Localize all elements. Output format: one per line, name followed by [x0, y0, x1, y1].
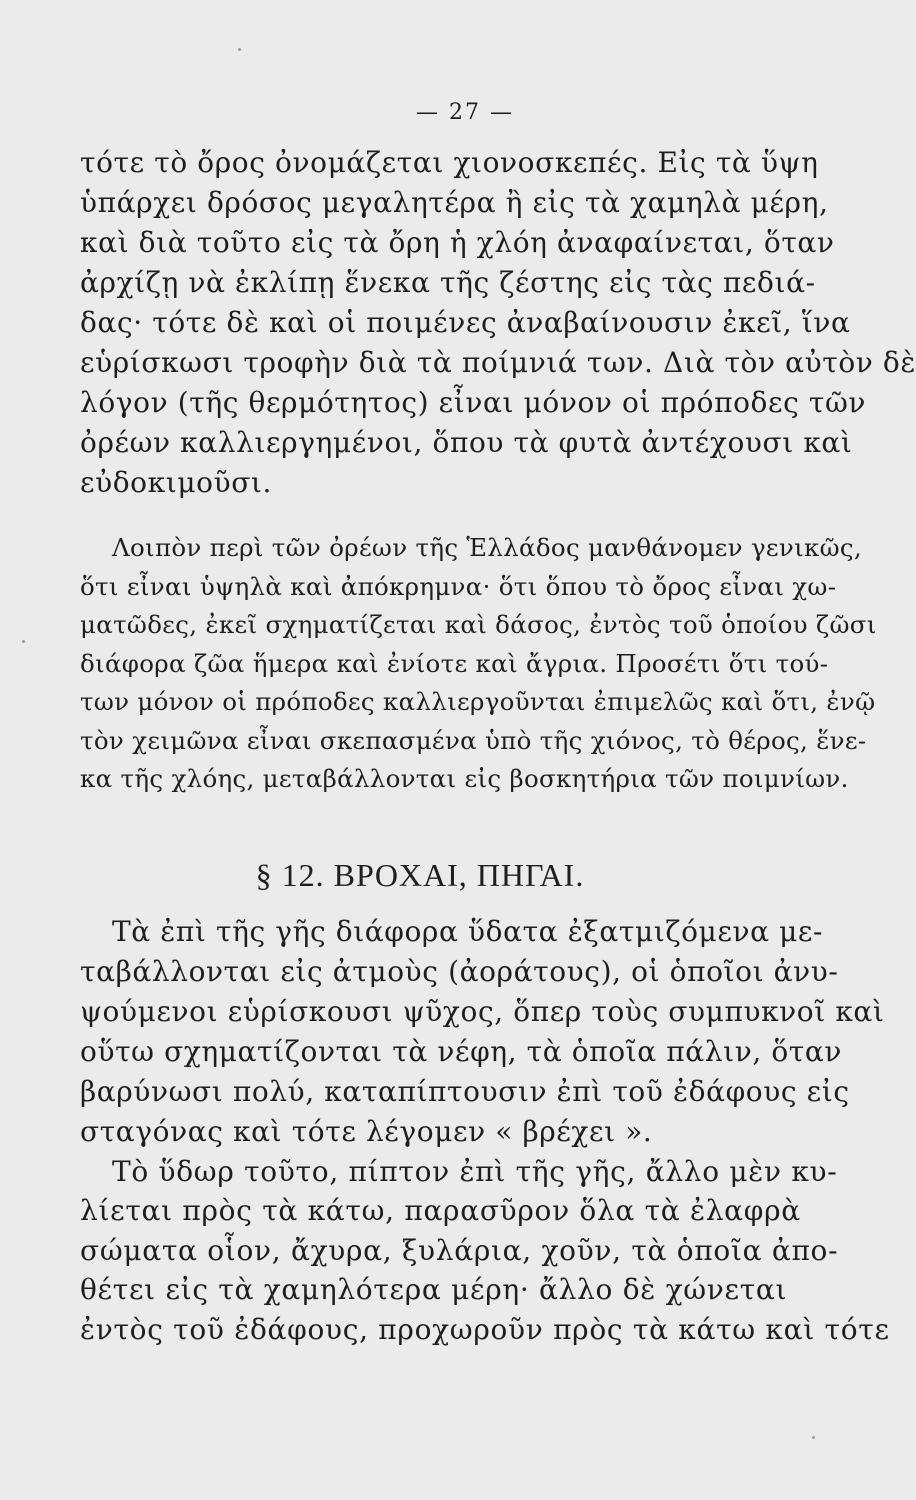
text-line: ὅτι εἶναι ὑψηλὰ καὶ ἀπόκρημνα· ὅτι ὅπου τὸ ὄρος εἶναι χω-: [80, 571, 837, 601]
paragraph-3: [80, 912, 885, 1152]
page-number: — 27 —: [416, 100, 514, 125]
text-line: λόγον (τῆς θερμότητος) εἶναι μόνον οἱ πρόποδες τῶν: [80, 386, 867, 419]
text-line: οὕτω σχηματίζονται τὰ νέφη, τὰ ὁποῖα πάλιν, ὅταν: [80, 1034, 843, 1068]
paper-speck: [22, 640, 25, 643]
text-line: ἀρχίζῃ νὰ ἐκλίπῃ ἕνεκα τῆς ζέστης εἰς τὰς πεδιά-: [80, 266, 816, 299]
text-line: ψούμενοι εὑρίσκουσι ψῦχος, ὅπερ τοὺς συμπυκνοῖ καὶ: [80, 994, 885, 1028]
text-line: εὑρίσκωσι τροφὴν διὰ τὰ ποίμνιά των. Διὰ τὸν αὐτὸν δὲ: [80, 346, 916, 379]
text-line: καὶ διὰ τοῦτο εἰς τὰ ὄρη ἡ χλόη ἀναφαίνεται, ὅταν: [80, 226, 835, 259]
text-line: δας· τότε δὲ καὶ οἱ ποιμένες ἀναβαίνουσιν ἐκεῖ, ἵνα: [80, 306, 851, 339]
text-line: Τὰ ἐπὶ τῆς γῆς διάφορα ὕδατα ἐξατμιζόμενα με-: [112, 914, 824, 948]
text-line: σώματα οἷον, ἄχυρα, ξυλάρια, χοῦν, τὰ ὁποῖα ἀπο-: [80, 1233, 839, 1267]
text-line: ταβάλλονται εἰς ἀτμοὺς (ἀοράτους), οἱ ὁποῖοι ἀνυ-: [80, 954, 839, 988]
text-line: θέτει εἰς τὰ χαμηλότερα μέρη· ἄλλο δὲ χώνεται: [80, 1273, 788, 1306]
text-line: εὐδοκιμοῦσι.: [80, 466, 272, 499]
text-line: διάφορα ζῶα ἥμερα καὶ ἐνίοτε καὶ ἄγρια. Προσέτι ὅτι τού-: [80, 648, 829, 678]
paper-speck: [238, 48, 241, 51]
text-line: σταγόνας καὶ τότε λέγομεν « βρέχει ».: [80, 1114, 653, 1148]
text-line: κα τῆς χλόης, μεταβάλλονται εἰς βοσκητήρια τῶν ποιμνίων.: [80, 764, 849, 793]
text-line: τότε τὸ ὄρος ὀνομάζεται χιονοσκεπές. Εἰς τὰ ὕψη: [80, 146, 819, 179]
text-line: ὑπάρχει δρόσος μεγαλητέρα ἢ εἰς τὰ χαμηλὰ μέρη,: [80, 186, 829, 219]
text-line: ὀρέων καλλιεργημένοι, ὅπου τὰ φυτὰ ἀντέχουσι καὶ: [80, 426, 853, 459]
text-line: των μόνον οἱ πρόποδες καλλιεργοῦνται ἐπιμελῶς καὶ ὅτι, ἐνῷ: [80, 687, 876, 716]
text-line: λίεται πρὸς τὰ κάτω, παρασῦρον ὅλα τὰ ἐλαφρὰ: [80, 1194, 801, 1227]
section-heading: § 12. ΒΡΟΧΑΙ, ΠΗΓΑΙ.: [255, 856, 585, 893]
text-line: ματῶδες, ἐκεῖ σχηματίζεται καὶ δάσος, ἐντὸς τοῦ ὁποίου ζῶσι: [80, 610, 877, 639]
text-line: ἐντὸς τοῦ ἐδάφους, προχωροῦν πρὸς τὰ κάτω καὶ τότε: [80, 1312, 890, 1346]
text-line: Λοιπὸν περὶ τῶν ὀρέων τῆς Ἑλλάδος μανθάνομεν γενικῶς,: [112, 533, 862, 562]
text-line: τὸν χειμῶνα εἶναι σκεπασμένα ὑπὸ τῆς χιόνος, τὸ θέρος, ἕνε-: [80, 725, 867, 755]
text-line: βαρύνωσι πολύ, καταπίπτουσιν ἐπὶ τοῦ ἐδάφους εἰς: [80, 1074, 850, 1108]
paragraph-1: [80, 143, 916, 503]
paper-speck: [812, 1436, 815, 1439]
text-line: Τὸ ὕδωρ τοῦτο, πίπτον ἐπὶ τῆς γῆς, ἄλλο μὲν κυ-: [112, 1154, 838, 1188]
paragraph-4: [80, 1152, 890, 1350]
paragraph-2: [80, 529, 877, 799]
